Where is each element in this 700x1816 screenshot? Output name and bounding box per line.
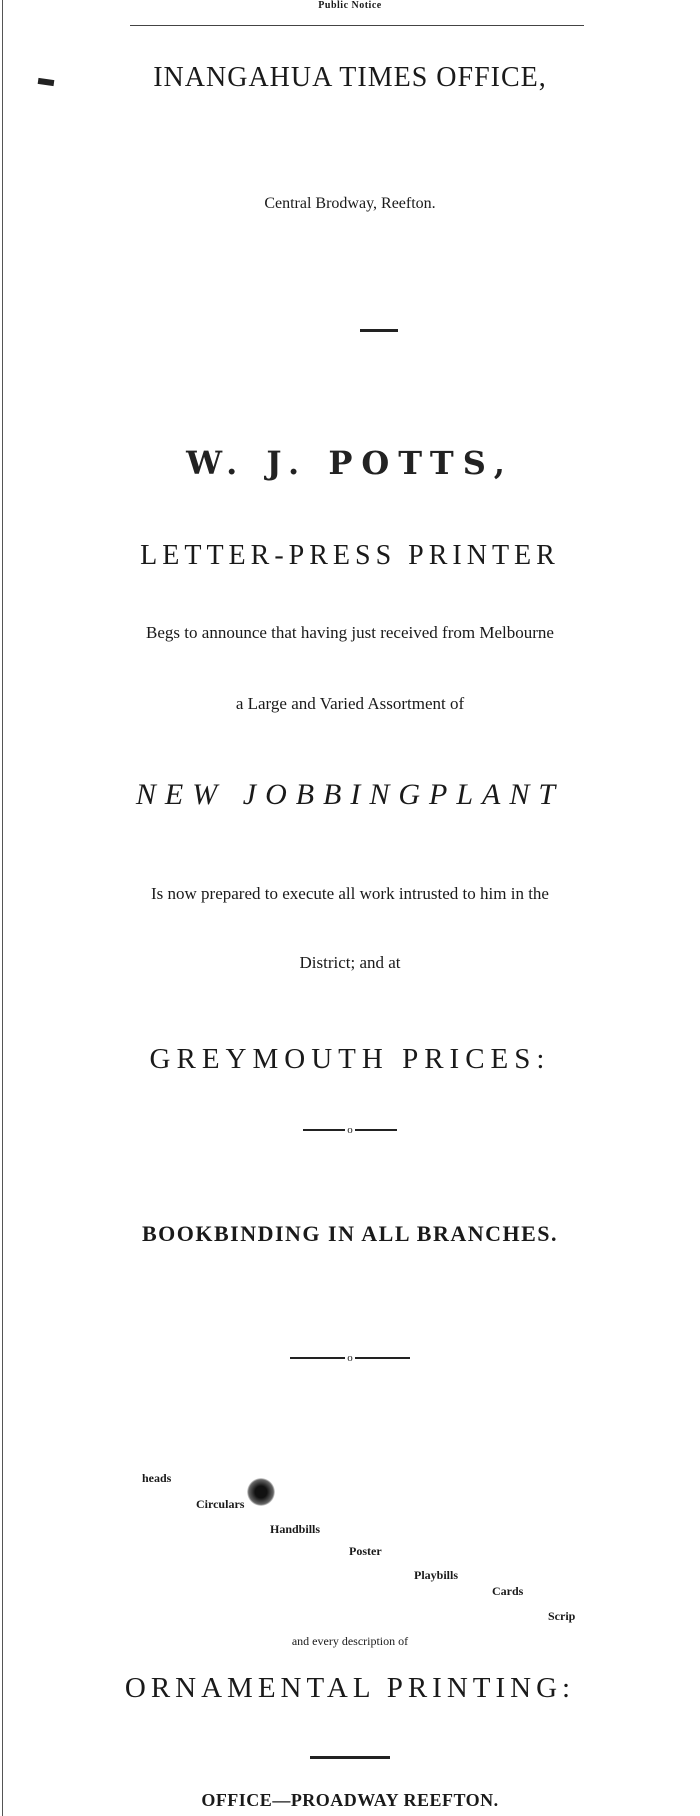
item-poster: Poster	[349, 1544, 382, 1558]
ornament-divider-1	[0, 1125, 700, 1135]
announcement-line-3: Is now prepared to execute all work intrusted to him in the	[151, 884, 549, 903]
divider-dash	[360, 329, 398, 332]
item-playbills: Playbills	[414, 1568, 459, 1582]
page-edge-line	[2, 0, 3, 1816]
office-footer: OFFICE—PROADWAY REEFTON.	[201, 1790, 499, 1810]
announcement-line-1: Begs to announce that having just received from Melbourne	[146, 623, 554, 642]
announcement-line-4: District; and at	[299, 953, 401, 972]
ornament-glyph: o	[347, 1352, 353, 1364]
office-address: Central Brodway, Reefton.	[264, 195, 436, 212]
bookbinding-heading: BOOKBINDING IN ALL BRANCHES.	[141, 1221, 559, 1246]
ink-blot	[247, 1478, 275, 1506]
ornament-glyph: o	[347, 1124, 353, 1136]
every-description: and every description of	[291, 1634, 409, 1648]
item-heads: heads	[142, 1471, 172, 1485]
ornament-divider-2	[0, 1353, 700, 1363]
top-rule	[130, 25, 584, 26]
office-title: INANGAHUA TIMES OFFICE,	[153, 62, 547, 93]
prices-heading: GREYMOUTH PRICES:	[149, 1043, 551, 1075]
ornamental-heading: ORNAMENTAL PRINTING:	[124, 1672, 576, 1704]
announcement-headline: NEW JOBBINGPLANT	[135, 778, 565, 811]
item-circulars: Circulars	[196, 1497, 245, 1511]
ornament-divider-3	[0, 1756, 700, 1759]
item-scrip: Scrip	[548, 1609, 576, 1623]
item-handbills: Handbills	[270, 1522, 321, 1536]
notice-label: Public Notice	[318, 0, 382, 11]
proprietor-name: W. J. POTTS,	[186, 444, 514, 482]
proprietor-trade: LETTER-PRESS PRINTER	[140, 540, 560, 571]
item-cards: Cards	[492, 1584, 524, 1598]
announcement-line-2: a Large and Varied Assortment of	[235, 694, 465, 713]
